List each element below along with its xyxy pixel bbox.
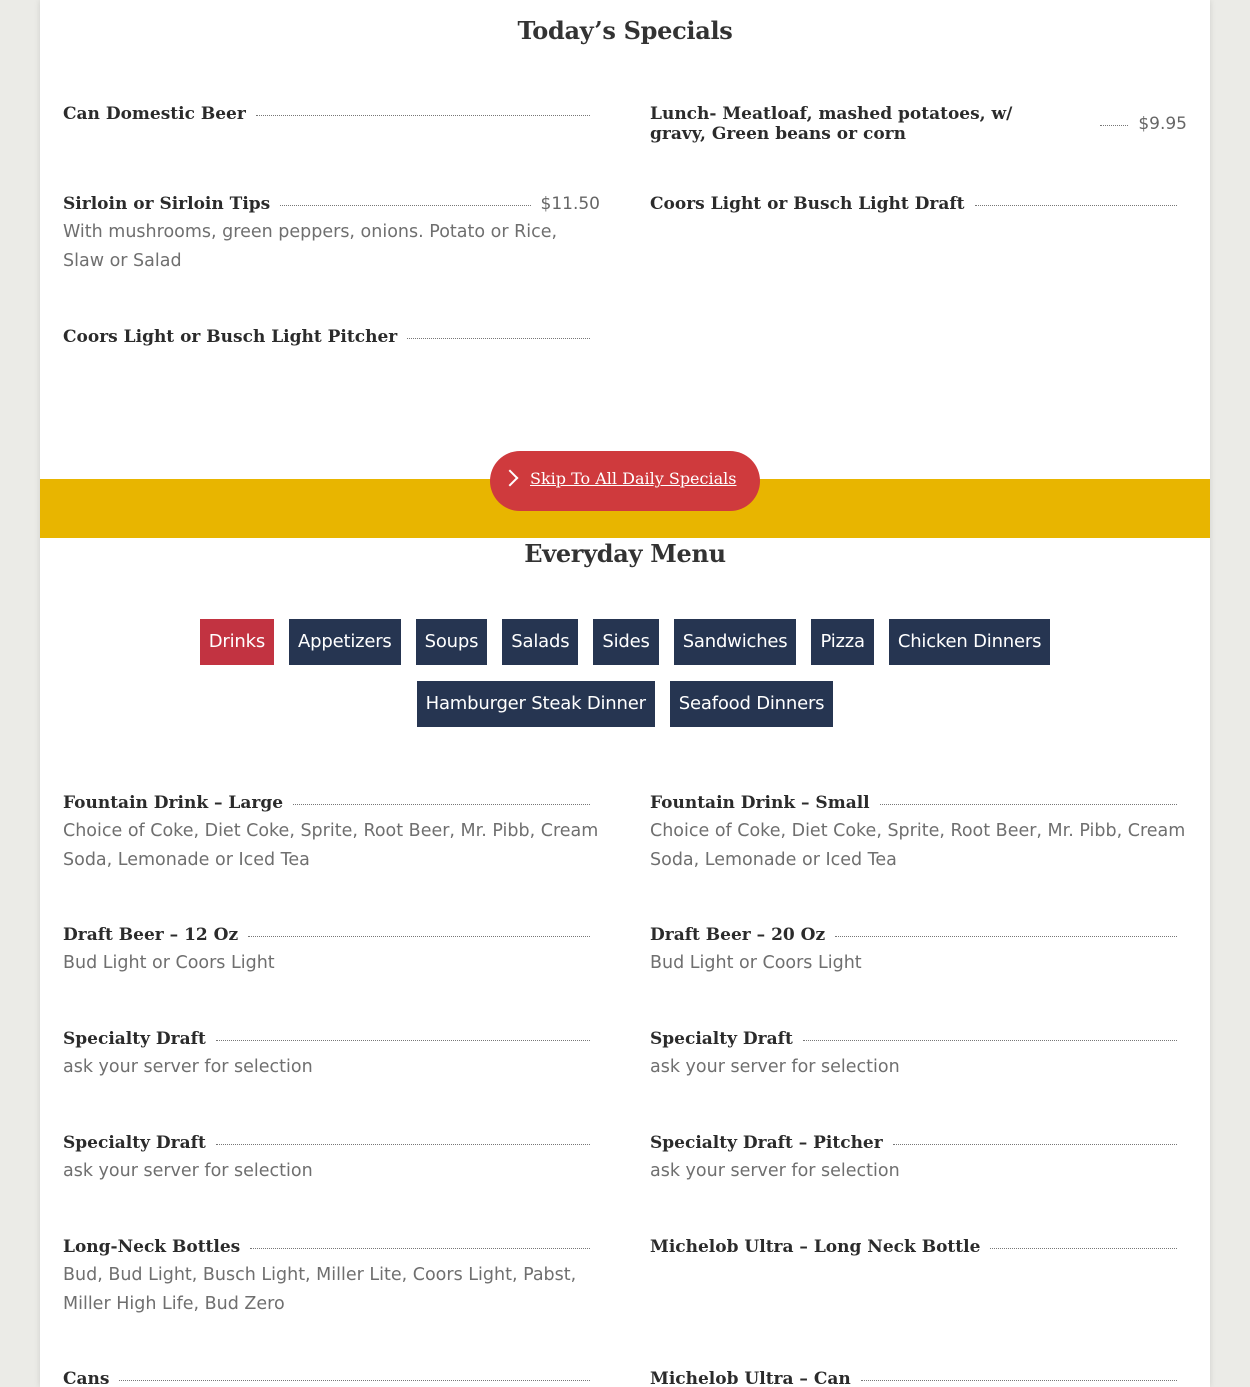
- item-price: $9.95: [1138, 114, 1187, 134]
- item-name: Cans: [63, 1369, 110, 1387]
- tab-sides[interactable]: Sides: [593, 619, 658, 665]
- menu-item: [650, 1029, 1187, 1082]
- item-name: Specialty Draft: [650, 1029, 793, 1049]
- leader-dots: [407, 338, 590, 339]
- menu-item: [63, 793, 600, 874]
- item-name: Specialty Draft: [63, 1133, 206, 1153]
- menu-item: [650, 1369, 1187, 1387]
- tab-appetizers[interactable]: Appetizers: [289, 619, 401, 665]
- leader-dots: [1100, 125, 1128, 126]
- leader-dots: [256, 115, 590, 116]
- leader-dots: [861, 1380, 1177, 1381]
- item-name: Fountain Drink – Small: [650, 793, 870, 813]
- item-description: ask your server for selection: [63, 1161, 313, 1181]
- item-price: $11.50: [540, 194, 600, 214]
- item-description: ask your server for selection: [650, 1161, 900, 1181]
- leader-dots: [216, 1144, 590, 1145]
- tab-sandwiches[interactable]: Sandwiches: [674, 619, 797, 665]
- item-name: Coors Light or Busch Light Pitcher: [63, 327, 398, 347]
- tab-drinks[interactable]: Drinks: [200, 619, 274, 665]
- item-name: Michelob Ultra – Long Neck Bottle: [650, 1237, 981, 1257]
- item-name: Can Domestic Beer: [63, 104, 246, 124]
- leader-dots: [893, 1144, 1177, 1145]
- specials-title: Today’s Specials: [517, 16, 733, 45]
- tab-salads[interactable]: Salads: [502, 619, 578, 665]
- tab-pizza[interactable]: Pizza: [811, 619, 873, 665]
- leader-dots: [280, 205, 530, 206]
- leader-dots: [248, 936, 590, 937]
- item-description: Choice of Coke, Diet Coke, Sprite, Root Beer, Mr. Pibb, Cream Soda, Lemonade or Iced Tea: [63, 821, 599, 870]
- menu-item: [63, 1369, 600, 1387]
- leader-dots: [835, 936, 1177, 937]
- item-name: Draft Beer – 20 Oz: [650, 925, 826, 945]
- chevron-right-icon: [502, 470, 519, 487]
- item-description: Choice of Coke, Diet Coke, Sprite, Root Beer, Mr. Pibb, Cream Soda, Lemonade or Iced Tea: [650, 821, 1186, 870]
- leader-dots: [216, 1040, 590, 1041]
- tab-soups[interactable]: Soups: [416, 619, 488, 665]
- page: [40, 0, 1210, 1387]
- tab-hamburger-steak-dinner[interactable]: Hamburger Steak Dinner: [417, 681, 655, 727]
- item-name: Specialty Draft: [63, 1029, 206, 1049]
- item-name: Lunch- Meatloaf, mashed potatoes, w/ gravy, Green beans or corn: [650, 104, 1013, 144]
- leader-dots: [250, 1248, 590, 1249]
- skip-link-label: Skip To All Daily Specials: [530, 469, 737, 488]
- leader-dots: [119, 1380, 590, 1381]
- special-item-lunch-meatloaf: [650, 104, 1187, 144]
- menu-item: [650, 793, 1187, 874]
- item-description: Bud Light or Coors Light: [63, 953, 275, 973]
- item-description: Bud, Bud Light, Busch Light, Miller Lite, Coors Light, Pabst, Miller High Life, Bud Zero: [63, 1265, 577, 1314]
- item-name: Fountain Drink – Large: [63, 793, 284, 813]
- menu-tabs-row-2: [40, 681, 1210, 727]
- item-name: Specialty Draft – Pitcher: [650, 1133, 883, 1153]
- leader-dots: [293, 804, 590, 805]
- everyday-menu-title: Everyday Menu: [524, 539, 726, 568]
- leader-dots: [880, 804, 1177, 805]
- tab-seafood-dinners[interactable]: Seafood Dinners: [670, 681, 834, 727]
- menu-item: [650, 1133, 1187, 1186]
- special-item-pitcher: [63, 327, 600, 347]
- item-description: With mushrooms, green peppers, onions. Potato or Rice, Slaw or Salad: [63, 222, 558, 271]
- special-item-can-domestic-beer: [63, 104, 600, 124]
- leader-dots: [990, 1248, 1177, 1249]
- special-item-draft: [650, 194, 1187, 214]
- item-description: ask your server for selection: [650, 1057, 900, 1077]
- leader-dots: [803, 1040, 1177, 1041]
- item-name: Sirloin or Sirloin Tips: [63, 194, 271, 214]
- leader-dots: [975, 205, 1177, 206]
- item-name: Long-Neck Bottles: [63, 1237, 241, 1257]
- menu-tabs-row-1: [40, 619, 1210, 665]
- item-name: Coors Light or Busch Light Draft: [650, 194, 965, 214]
- item-description: Bud Light or Coors Light: [650, 953, 862, 973]
- special-item-sirloin: [63, 194, 600, 275]
- menu-item: [63, 925, 600, 978]
- menu-item: [63, 1237, 600, 1318]
- menu-item: [650, 1237, 1187, 1257]
- skip-to-daily-specials-button[interactable]: [490, 451, 760, 511]
- item-description: ask your server for selection: [63, 1057, 313, 1077]
- menu-item: [63, 1133, 600, 1186]
- tab-chicken-dinners[interactable]: Chicken Dinners: [889, 619, 1050, 665]
- item-name: Michelob Ultra – Can: [650, 1369, 851, 1387]
- item-name: Draft Beer – 12 Oz: [63, 925, 239, 945]
- menu-item: [650, 925, 1187, 978]
- menu-item: [63, 1029, 600, 1082]
